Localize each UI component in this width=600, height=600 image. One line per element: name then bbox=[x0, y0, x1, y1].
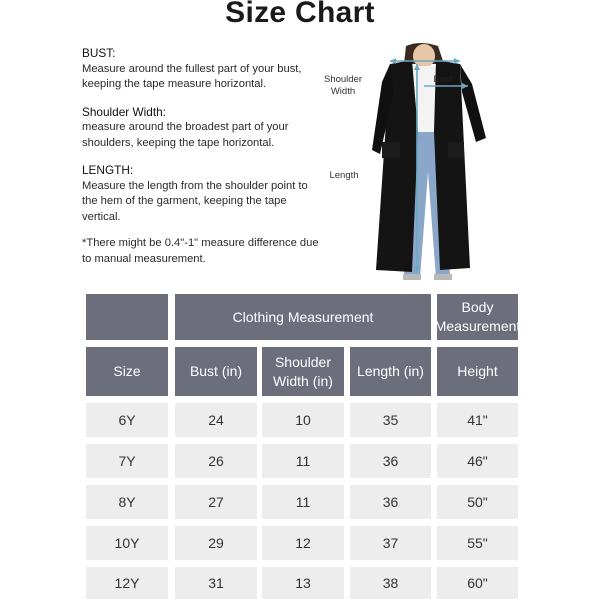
bust-text: Measure around the fullest part of your bust, keeping the tape measure horizontal. bbox=[82, 62, 302, 90]
bust-heading: BUST: bbox=[82, 46, 116, 60]
table-cell: 24 bbox=[175, 403, 257, 437]
bust-label: Bust bbox=[433, 74, 453, 85]
table-cell: 55" bbox=[437, 526, 518, 560]
shoulder-width-label: Shoulder Width bbox=[323, 74, 363, 97]
length-label: Length bbox=[329, 170, 359, 181]
shoulder-heading: Shoulder Width: bbox=[82, 104, 166, 119]
table-cell: 37 bbox=[350, 526, 431, 560]
table-cell: 46" bbox=[437, 444, 518, 478]
table-cell: 10 bbox=[262, 403, 344, 437]
column-header-shoulder-width: Shoulder Width (in) bbox=[262, 347, 344, 396]
table-cell: 36 bbox=[350, 444, 431, 478]
bust-instruction bbox=[82, 46, 322, 93]
body-measurement-header: Body Measurement bbox=[437, 294, 518, 340]
table-cell: 13 bbox=[262, 567, 344, 599]
table-cell: 35 bbox=[350, 403, 431, 437]
page-title: Size Chart bbox=[225, 0, 375, 29]
table-cell: 10Y bbox=[86, 526, 168, 560]
garment-figure bbox=[320, 42, 520, 282]
column-header-length: Length (in) bbox=[350, 347, 431, 396]
length-text: Measure the length from the shoulder point to the hem of the garment, keeping the tape vertical. bbox=[82, 179, 308, 223]
shoulder-text: measure around the broadest part of your shoulders, keeping the tape horizontal. bbox=[82, 121, 289, 149]
table-cell: 31 bbox=[175, 567, 257, 599]
table-corner-cell bbox=[86, 294, 168, 340]
table-cell: 36 bbox=[350, 485, 431, 519]
column-header-size: Size bbox=[86, 347, 168, 396]
table-cell: 12 bbox=[262, 526, 344, 560]
table-cell: 41" bbox=[437, 403, 518, 437]
table-cell: 6Y bbox=[86, 403, 168, 437]
column-header-bust: Bust (in) bbox=[175, 347, 257, 396]
table-cell: 26 bbox=[175, 444, 257, 478]
table-cell: 7Y bbox=[86, 444, 168, 478]
clothing-measurement-header: Clothing Measurement bbox=[175, 294, 431, 340]
measurement-instructions bbox=[82, 46, 322, 267]
table-cell: 8Y bbox=[86, 485, 168, 519]
table-cell: 50" bbox=[437, 485, 518, 519]
table-cell: 12Y bbox=[86, 567, 168, 599]
length-instruction bbox=[82, 163, 322, 225]
shoulder-instruction bbox=[82, 105, 322, 152]
table-cell: 27 bbox=[175, 485, 257, 519]
table-cell: 11 bbox=[262, 485, 344, 519]
measurement-note: *There might be 0.4"-1" measure difference due to manual measurement. bbox=[82, 237, 319, 265]
table-cell: 29 bbox=[175, 526, 257, 560]
column-header-height: Height bbox=[437, 347, 518, 396]
table-cell: 38 bbox=[350, 567, 431, 599]
table-cell: 11 bbox=[262, 444, 344, 478]
length-heading: LENGTH: bbox=[82, 163, 134, 177]
table-cell: 60" bbox=[437, 567, 518, 599]
